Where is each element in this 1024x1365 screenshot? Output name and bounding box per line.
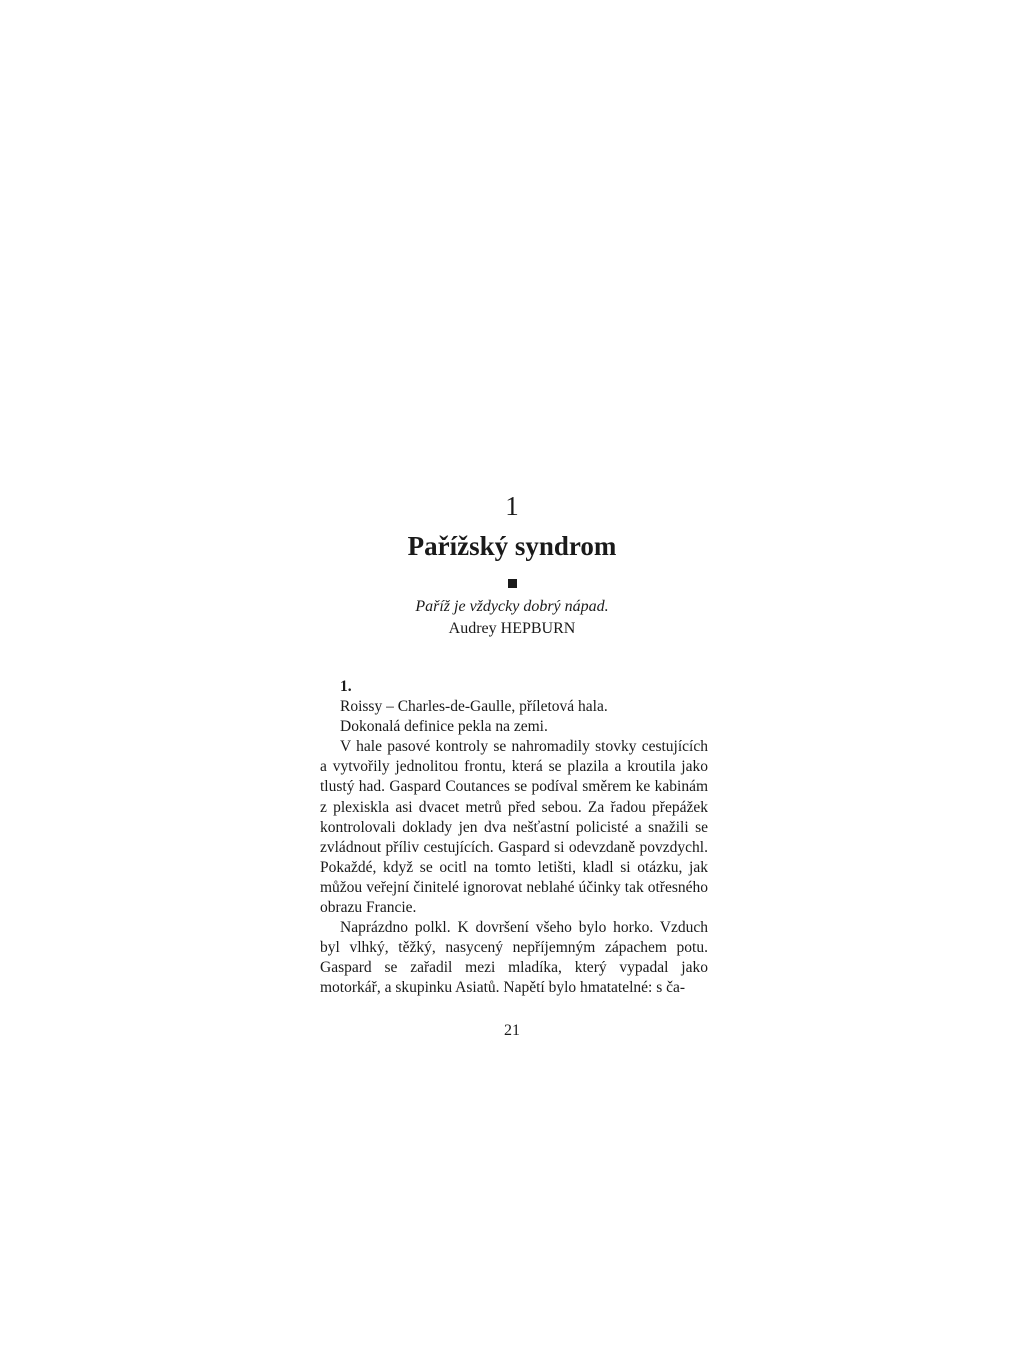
body-text [320, 677, 708, 999]
section-number: 1. [340, 678, 352, 695]
paragraph: Naprázdno polkl. K dovršení všeho bylo horko. Vzduch byl vlhký, těžký, nasycený nepříjemným zápachem potu. Gaspard se zařadil mezi mladíka, který vypadal jako motorkář, a skupinku Asiatů. Napětí bylo hmatatelné: s ča- [320, 919, 708, 997]
paragraph: Dokonalá definice pekla na zemi. [340, 718, 548, 736]
paragraph: V hale pasové kontroly se nahromadily stovky cestujících a vytvořily jednolitou frontu, která se plazila a kroutila jako tlustý had. Gaspard Coutances se podíval směrem ke kabinám z plexiskla asi dvacet metrů před sebou. Za řadou přepážek kontrolovali doklady jen dva nešťastní policisté a snažili se zvládnout příliv cestujících. Gaspard si odevzdaně povzdychl. Pokaždé, když se ocitl na tomto letišti, kladl si otázku, jak můžou veřejní činitelé ignorovat neblahé účinky tak otřesného obrazu Francie. [320, 738, 708, 917]
chapter-title: Pařížský syndrom [407, 531, 617, 561]
paragraph: Roissy – Charles-de-Gaulle, příletová hala. [340, 698, 608, 716]
epigraph-author: Audrey HEPBURN [448, 620, 576, 637]
epigraph-quote: Paříž je vždycky dobrý nápad. [415, 598, 609, 615]
square-ornament-icon [508, 579, 517, 588]
page-number: 21 [504, 1022, 520, 1039]
chapter-number: 1 [505, 491, 519, 521]
